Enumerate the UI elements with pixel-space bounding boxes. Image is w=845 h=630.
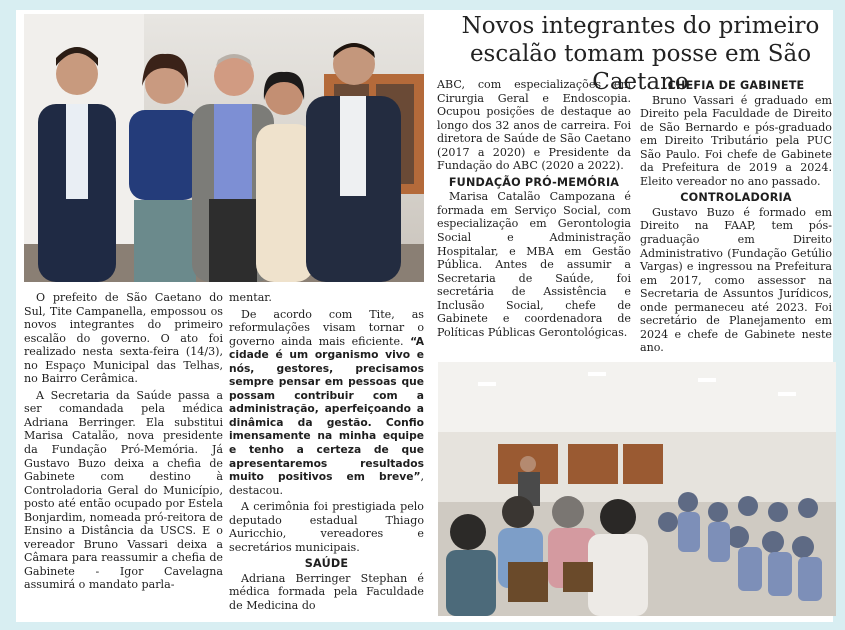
col2-paragraph-1 bbox=[229, 308, 424, 498]
audience-photo-image bbox=[438, 362, 836, 616]
heading-controladoria: CONTROLADORIA bbox=[680, 191, 792, 205]
heading-fundacao: FUNDAÇÃO PRÓ-MEMÓRIA bbox=[448, 175, 620, 189]
heading-chefia: CHEFIA DE GABINETE bbox=[667, 79, 805, 92]
column-4 bbox=[640, 78, 832, 358]
col2-paragraph-2: A cerimônia foi prestigiada pelo deputado estadual Thiago Auricchio, vereadores e secretários municipais. bbox=[229, 500, 424, 554]
tite-quote: “A cidade é um organismo vivo e nós, gestores, precisamos sempre pensar em pessoas que possam contribuir com a administração, aperfeiçoando a dinâmica da gestão. Confio imensamente na minha equipe e tenho a certeza de que apresentaremos resultados muito positivos em breve” bbox=[229, 334, 425, 484]
col1-paragraph-2: A Secretaria da Saúde passa a ser comandada pela médica Adriana Berringer. Ela substitui Marisa Catalão, nova presidente da Fundação Pró-Memória. Já Gustavo Buzo deixa a chefia de Gabinete com destino à Controladoria Geral do Município, posto até então ocupado por Estela Bonjardim, nomeada pró-reitora de Ensino a Distância da USCS. E o vereador Bruno Vassari deixa a Câmara para reassumir a chefia de Gabinete - Igor Cavelagna assumirá o mandato parla- bbox=[24, 388, 223, 592]
column-1 bbox=[24, 291, 223, 595]
col2-text-start: De acordo com Tite, as reformulações visam tornar o governo ainda mais eficiente. bbox=[229, 307, 424, 348]
col2-paragraph-0: mentar. bbox=[229, 291, 272, 304]
col3-paragraph-1: ABC, com especializações em Cirurgia Geral e Endoscopia. Ocupou posições de destaque ao longo dos 32 anos de carreira. Foi diretora de Saúde de São Caetano (2017 a 2020) e Presidente da Fundação do ABC (2020 a 2022). bbox=[437, 78, 631, 173]
group-photo bbox=[24, 14, 424, 282]
col4-paragraph-2: Gustavo Buzo é formado em Direito na FAAP, tem pós-graduação em Direito Administrativo (Fundação Getúlio Vargas) e ingressou na Prefeitura em 2017, como assessor na Secretaria de Assuntos Jurídicos, onde permaneceu até 2023. Foi secretário de Planejamento em 2024 e chefe de Gabinete neste ano. bbox=[640, 205, 832, 355]
headline: Novos integrantes do primeiro escalão tomam posse em São Caetano bbox=[461, 13, 820, 95]
col4-paragraph-1: Bruno Vassari é graduado em Direito pela Faculdade de Direito de São Bernardo e pós-graduado em Direito Tributário pela PUC São Paulo. Foi chefe de Gabinete da Prefeitura de 2019 a 2024. Eleito vereador no ano passado. bbox=[640, 93, 832, 188]
heading-saude: SAÚDE bbox=[304, 557, 349, 571]
col1-paragraph-1: O prefeito de São Caetano do Sul, Tite Campanella, empossou os novos integrantes do primeiro escalão do governo. O ato foi realizado nesta sexta-feira (14/3), no Espaço Municipal das Telhas, no Bairro Cerâmica. bbox=[24, 291, 223, 386]
col2-paragraph-3: Adriana Berringer Stephan é médica formada pela Faculdade de Medicina do bbox=[229, 571, 424, 613]
group-photo-image bbox=[24, 14, 424, 282]
column-3 bbox=[437, 78, 631, 342]
column-2 bbox=[229, 291, 424, 616]
newspaper-page bbox=[16, 10, 833, 622]
col2-text-end: , destacou. bbox=[229, 470, 424, 497]
audience-photo bbox=[438, 362, 836, 616]
col3-paragraph-2: Marisa Catalão Campozana é formada em Serviço Social, com especialização em Gerontologia Social e Administração Hospitalar, e MBA em Gestão Pública. Antes de assumir a Secretaria de Saúde, foi secretária de Assistência e Inclusão Social, chefe de Gabinete e coordenadora de Políticas Públicas Gerontológicas. bbox=[437, 190, 631, 339]
